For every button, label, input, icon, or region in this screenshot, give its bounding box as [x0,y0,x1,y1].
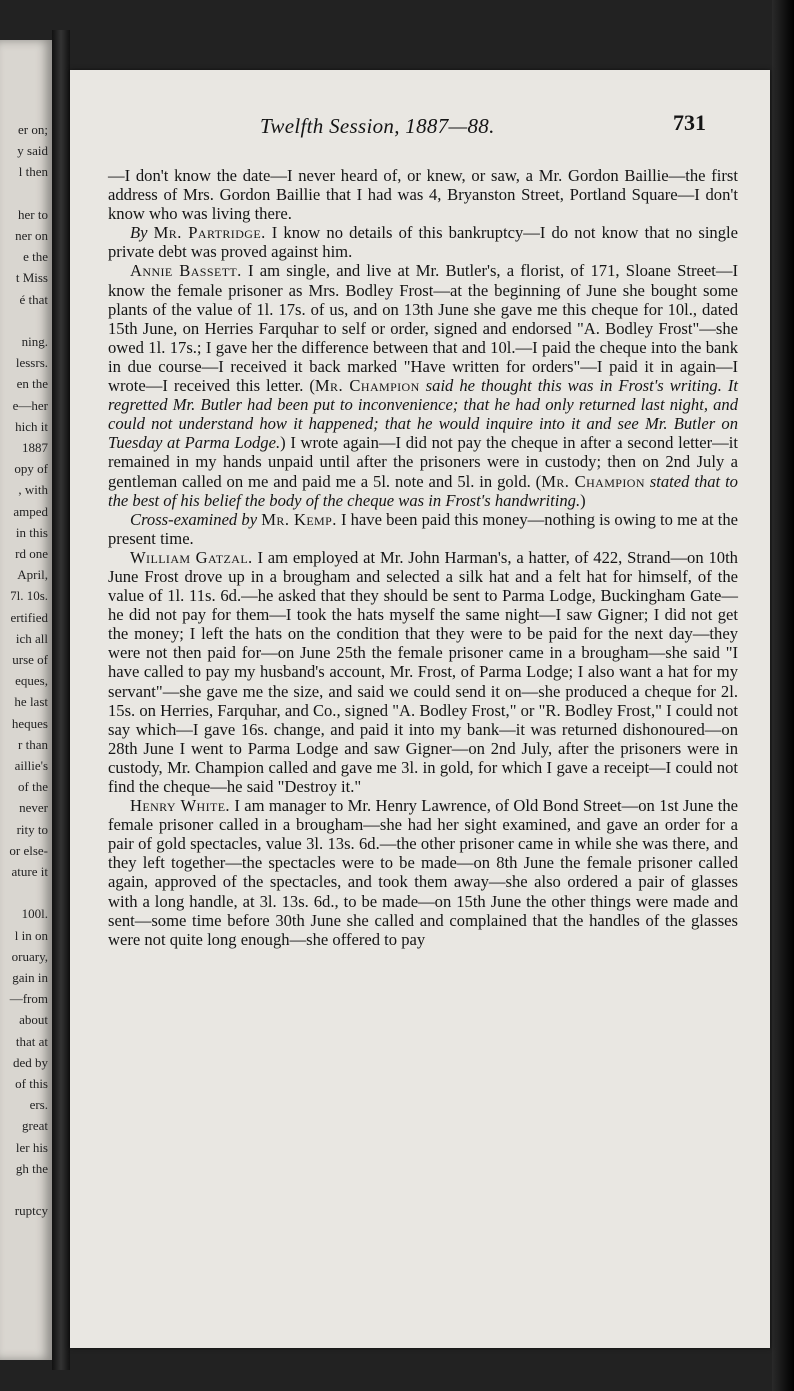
facing-page-fragment: April, [17,567,48,583]
text-run: I know no details of this bankruptcy—I do not know that no single private debt was proved against him. [108,223,738,262]
speaker-name: William Gatzal. [130,547,253,567]
facing-page-fragment: 7l. 10s. [10,588,48,604]
text-run: I have been paid this money—nothing is owing to me at the present time. [108,509,739,548]
text-run: said he thought this was in Frost's writing. It regretted Mr. Butler had been put to inconvenience; that he had only returned last night, and could not understand how it happened; that he would inquire into it and see Mr. Butler on Tuesday at Parma Lodge. [108,376,738,453]
facing-page-fragment: amped [13,503,48,519]
facing-page-fragment: ded by [12,1054,48,1070]
facing-page-fragment: gh the [15,1160,48,1176]
facing-page-fragment: her to [18,206,48,222]
speaker-name: Annie Bassett. [130,261,242,281]
paragraph [108,796,738,949]
page-header [70,110,770,144]
facing-page-fragment: opy of [14,461,48,477]
facing-page-fragment: ruptcy [14,1203,48,1219]
facing-page-fragment: l in on [14,927,48,943]
facing-page-fragment: e the [23,249,48,265]
text-run: ) [580,490,586,510]
facing-page-fragment: ich all [15,630,48,646]
facing-page-fragment: y said [17,143,48,159]
facing-page-fragment: great [22,1118,48,1134]
facing-page-fragment: of this [15,1076,48,1091]
facing-page-fragment: about [19,1012,48,1028]
facing-page-fragment: hich it [15,418,48,434]
book-gutter [52,30,70,1370]
speaker-name: Mr. Champion [314,376,420,396]
facing-page-edge [0,40,52,1360]
facing-page-fragment: rd one [15,546,48,561]
facing-page-fragment: never [19,800,48,816]
facing-page-fragment: oruary, [11,948,48,964]
paragraph [108,261,738,509]
facing-page-fragment: ner on [15,228,48,243]
facing-page-fragment: er on; [18,122,48,137]
facing-page-fragment: ertified [10,609,48,625]
facing-page-fragment: heques [11,715,48,731]
facing-page-fragment: e—her [12,397,48,413]
facing-page-fragment: or else- [9,842,48,858]
paragraph [108,510,738,548]
speaker-name: Mr. Champion [541,471,645,491]
paragraph [108,548,738,796]
facing-page-fragment: ler his [15,1139,48,1155]
paragraph [108,166,738,223]
facing-page-fragment: in this [15,524,48,540]
speaker-name: Mr. Kemp. [261,509,337,529]
facing-page-fragment: r than [18,736,48,752]
text-run: stated that to the best of his belief the body of the cheque was in Frost's handwriting. [108,471,738,510]
facing-page-fragment: gain in [12,970,48,985]
page-number: 731 [673,110,706,135]
facing-page-fragment: , with [18,482,48,498]
facing-page-fragment: urse of [12,652,48,667]
running-head: Twelfth Session, 1887—88. [260,114,495,138]
paragraph [108,223,738,261]
facing-page-fragment: that at [15,1033,48,1049]
text-run: By [130,223,148,243]
text-run: ) I wrote again—I did not pay the cheque in after a second letter—it remained in my hands unpaid until after the prisoners were in custody; then on 2nd July a gentleman called on me and paid me a 5l. note and 5l. in gold. ( [108,433,738,491]
facing-page-fragment: l then [18,164,48,180]
book-edge [772,0,794,1391]
facing-page-fragment: of the [18,779,48,795]
facing-page-fragment: ning. [21,334,48,349]
body-text [108,166,738,949]
facing-page-fragment: ature it [11,864,48,879]
text-run: I am single, and live at Mr. Butler's, a florist, of 171, Sloane Street—I know the female prisoner as Mrs. Bodley Frost—at the beginning of June she bought some plants of the value of 1l. 17s. of us, and on 13th June she gave me this cheque for 10l., dated 15th June, on Herries Farquhar to self or order, signed and endorsed "A. Bodley Frost"—she owed 1l. 17s.; I gave her the difference between that and 10l.—I paid the cheque into the bank in due course—I received it back marked "Have written for orders"—I paid it in again—I wrote—I received this letter. ( [108,261,738,396]
facing-page-fragment: 100l. [21,906,48,922]
facing-page-fragment: lessrs. [15,355,48,371]
facing-page-fragment: —from [9,991,48,1007]
facing-page-fragment: t Miss [15,270,48,286]
facing-page-fragment: he last [14,694,48,710]
speaker-name: Mr. Partridge. [153,223,266,243]
text-run: I am manager to Mr. Henry Lawrence, of Old Bond Street—on 1st June the female prisoner called in a brougham—she had her sight examined, and gave an order for a pair of gold spectacles, value 3l. 13s. 6d.—the other prisoner came in while she was there, and they left together—the spectacles were to be made—on 8th June the female prisoner called again, approved of the spectacles, and took them away—she also ordered a pair of glasses with a long handle, at 3l. 13s. 6d., to be made—on 15th June the other things were made and sent—some time before 30th June she called and complained that the handles of the glasses were not quite long enough—she offered to pay [108,796,738,949]
facing-page-fragment: eques, [15,673,48,689]
speaker-name: Henry White. [130,796,230,816]
facing-page-fragment: é that [19,291,48,307]
facing-page-fragment: 1887 [22,440,48,455]
facing-page-fragment: en the [16,376,48,392]
text-run: Cross-examined by [130,509,258,529]
facing-page-fragment: ers. [29,1097,48,1113]
facing-page-fragment: rity to [16,821,48,837]
document-page [70,70,770,1348]
facing-page-fragment: aillie's [14,758,48,773]
text-run: —I don't know the date—I never heard of, or knew, or saw, a Mr. Gordon Baillie—the first address of Mrs. Gordon Baillie that I had was 4, Bryanston Street, Portland Square—I don't know who was living there. [108,166,738,224]
text-run: I am employed at Mr. John Harman's, a hatter, of 422, Strand—on 10th June Frost drove up in a brougham and selected a silk hat and a felt hat for himself, of the value of 1l. 11s. 6d.—he asked that they should be sent to Parma Lodge, Buckingham Gate—he did not pay for them—I took the hats myself the same night—I saw Gigner; I did not get the money; I left the hats on the condition that they were to be paid for the next day—they were not then paid for—on June 25th the female prisoner came in a brougham—she said "I have called to pay my husband's account, Mr. Frost, of Parma Lodge; I also want a hat for my servant"—she gave me the size, and said we could send it on—she produced a cheque for 2l. 15s. on Herries, Farquhar, and Co., signed "A. Bodley Frost," or "R. Bodley Frost," I could not say which—I gave 16s. change, and paid it into my bank—it was returned dishonoured—on 28th June I went to Parma Lodge and saw Gigner—on 2nd July, after the prisoners were in custody, Mr. Champion called and gave me 3l. in gold, for which I gave a receipt—I could not find the cheque—he said "Destroy it." [108,547,738,796]
